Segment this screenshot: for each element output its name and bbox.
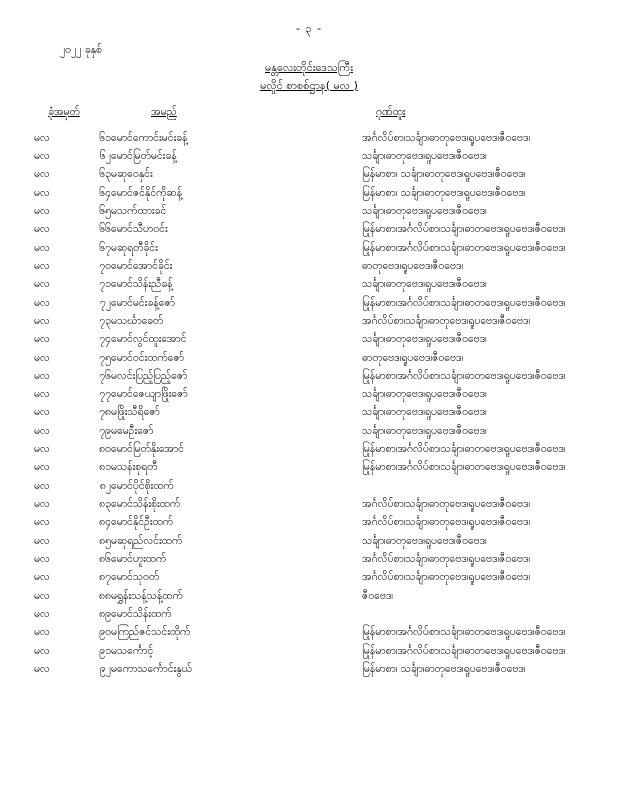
row-index: ၇၄ (99, 333, 111, 346)
table-row (34, 184, 584, 202)
heading-block (34, 60, 584, 95)
row-code: မလ (34, 534, 50, 547)
table-row (34, 495, 584, 513)
row-remark: မြန်မာစာ၊အင်္ဂလိပ်စာ၊သင်္ချာ၊ဓာတုဗေဒ၊ရူပဗေဒ၊ဇီဝဗေဒ၊ (362, 626, 566, 639)
row-code: မလ (34, 607, 50, 620)
row-code: မလ (34, 369, 50, 382)
row-index: ၉၁ (99, 644, 111, 657)
row-code: မလ (34, 479, 50, 492)
row-index: ၇၇ (99, 388, 111, 401)
results-table (34, 105, 584, 678)
table-header (34, 105, 584, 129)
row-remark: အင်္ဂလိပ်စာ၊သင်္ချာ၊ဓာတုဗေဒ၊ရူပဗေဒ၊ဇီဝဗေဒ၊ (362, 552, 531, 565)
row-remark: မြန်မာစာ၊အင်္ဂလိပ်စာ၊သင်္ချာ၊ဓာတုဗေဒ၊ရူပဗေဒ၊ဇီဝဗေဒ၊ (362, 241, 566, 254)
row-remark: မြန်မာစာ၊ သင်္ချာ၊ဓာတုဗေဒ၊ရူပဗေဒ၊ဇီဝဗေဒ၊ (362, 168, 526, 181)
table-row (34, 514, 584, 532)
row-remark (362, 477, 584, 495)
row-name: မသင်္ဃာခေတ် (111, 314, 164, 327)
row-index: ၆၂ (99, 150, 111, 163)
row-index: ၈၁ (99, 461, 111, 474)
row-name: မောင်ဇေယျာဖြိုးဇော် (111, 388, 188, 401)
table-row (34, 367, 584, 385)
row-code: မလ (34, 498, 50, 511)
table-row (34, 459, 584, 477)
row-remark: မြန်မာစာ၊အင်္ဂလိပ်စာ၊သင်္ချာ၊ဓာတုဗေဒ၊ရူပဗေဒ၊ဇီဝဗေဒ၊ (362, 443, 566, 456)
row-index: ၇၃ (99, 314, 111, 327)
row-code: မလ (34, 662, 50, 675)
row-remark: ဓာတုဗေဒ၊ရူပဗေဒ၊ဇီဝဗေဒ၊ (362, 351, 464, 364)
row-code: မလ (34, 388, 50, 401)
row-index: ၈၄ (99, 516, 111, 529)
row-code: မလ (34, 241, 50, 254)
row-index: ၇၁ (99, 278, 111, 291)
row-index: ၈၆ (99, 552, 111, 565)
row-index: ၈၂ (99, 479, 111, 492)
row-remark: ဇီဝဗေဒ၊ (362, 589, 393, 602)
row-code: မလ (34, 424, 50, 437)
row-index: ၇၀ (99, 259, 111, 272)
table-row (34, 386, 584, 404)
row-name: မောင်ပိုင်စိုးထက် (111, 479, 174, 492)
row-name: မောင်မြတ်နိုးအောင် (111, 443, 184, 456)
table-row (34, 569, 584, 587)
row-name: မသက်ထားခင် (111, 205, 167, 218)
row-remark: သင်္ချာ၊ဓာတုဗေဒ၊ရူပဗေဒ၊ဇီဝဗေဒ၊ (362, 278, 487, 291)
table-body (34, 129, 584, 678)
row-code: မလ (34, 314, 50, 327)
region-heading: မန္တလေးတိုင်းဒေသကြီး (265, 61, 353, 74)
row-code: မလ (34, 333, 50, 346)
table-row (34, 129, 584, 147)
table-row (34, 312, 584, 330)
row-index: ၈၈ (99, 589, 111, 602)
row-remark: သင်္ချာ၊ဓာတုဗေဒ၊ရူပဗေဒ၊ဇီဝဗေဒ၊ (362, 333, 487, 346)
column-header-remark: ဂုဏ်ထူး (376, 106, 406, 119)
row-name: မောင်သိန်းညီခန့် (111, 278, 173, 291)
top-line (34, 44, 584, 62)
row-name: မလင်းပြည့်ပြည့်ဇော် (111, 369, 188, 382)
row-remark: သင်္ချာ၊ဓာတုဗေဒ၊ရူပဗေဒ၊ဇီဝဗေဒ၊ (362, 388, 487, 401)
row-code: မလ (34, 223, 50, 236)
row-remark: သင်္ချာ၊ဓာတုဗေဒ၊ရူပဗေဒ၊ဇီဝဗေဒ၊ (362, 424, 487, 437)
row-index: ၈၀ (99, 443, 111, 456)
row-code: မလ (34, 589, 50, 602)
row-name: မောင်ဝင်းထက်ဇော် (111, 351, 184, 364)
row-name: မကြည်ဇင်သင်းထိုက် (111, 626, 191, 639)
row-code: မလ (34, 552, 50, 565)
table-row (34, 422, 584, 440)
row-index: ၆၅ (99, 205, 111, 218)
row-index: ၆၆ (99, 223, 111, 236)
page-number: - ၃ - (295, 22, 323, 35)
table-row (34, 550, 584, 568)
table-row (34, 166, 584, 184)
table-row (34, 532, 584, 550)
row-code: မလ (34, 644, 50, 657)
row-code: မလ (34, 259, 50, 272)
table-row (34, 624, 584, 642)
row-remark: အင်္ဂလိပ်စာ၊သင်္ချာ၊ဓာတုဗေဒ၊ရူပဗေဒ၊ဇီဝဗေဒ၊ (362, 131, 531, 144)
row-code: မလ (34, 571, 50, 584)
row-remark: မြန်မာစာ၊ သင်္ချာ၊ဓာတုဗေဒ၊ရူပဗေဒ၊ဇီဝဗေဒ၊ (362, 662, 526, 675)
row-code: မလ (34, 186, 50, 199)
row-remark: သင်္ချာ၊ဓာတုဗေဒ၊ရူပဗေဒ၊ဇီဝဗေဒ၊ (362, 205, 487, 218)
row-remark (362, 605, 584, 623)
row-code: မလ (34, 205, 50, 218)
table-row (34, 294, 584, 312)
row-index: ၇၈ (99, 406, 111, 419)
year-label: ၂၀၂၂ ခုနှစ် (60, 44, 102, 56)
row-code: မလ (34, 406, 50, 419)
table-row (34, 587, 584, 605)
row-code: မလ (34, 150, 50, 163)
row-name: မရွှန်းသန့်သန့်ထက် (111, 589, 183, 602)
row-remark: ဓာတုဗေဒ၊ရူပဗေဒ၊ဇီဝဗေဒ၊ (362, 259, 464, 272)
table-row (34, 404, 584, 422)
row-index: ၈၇ (99, 571, 111, 584)
row-code: မလ (34, 351, 50, 364)
table-row (34, 148, 584, 166)
row-name: မောင်မင်းခန့်ဇော် (111, 296, 175, 309)
table-row (34, 605, 584, 623)
row-index: ၇၆ (99, 369, 111, 382)
row-remark: အင်္ဂလိပ်စာ၊သင်္ချာ၊ဓာတုဗေဒ၊ရူပဗေဒ၊ဇီဝဗေဒ၊ (362, 571, 531, 584)
table-row (34, 257, 584, 275)
table-row (34, 239, 584, 257)
row-name: မမေဦးဇော် (111, 424, 154, 437)
row-name: မဆုရည်လင်းထက် (111, 534, 183, 547)
row-index: ၇၅ (99, 351, 111, 364)
row-name: မောင်ဟူးထက် (111, 552, 167, 565)
row-remark: မြန်မာစာ၊အင်္ဂလိပ်စာ၊သင်္ချာ၊ဓာတုဗေဒ၊ရူပဗေဒ၊ဇီဝဗေဒ၊ (362, 644, 566, 657)
table-row (34, 642, 584, 660)
table-row (34, 349, 584, 367)
row-code: မလ (34, 461, 50, 474)
row-index: ၆၁ (99, 131, 111, 144)
row-name: မဖြိုးသီရိဇော် (111, 406, 160, 419)
row-index: ၆၇ (99, 241, 111, 254)
row-name: မောင်သိန်းစိုးထက် (111, 498, 181, 511)
row-remark: မြန်မာစာ၊အင်္ဂလိပ်စာ၊သင်္ချာ၊ဓာတုဗေဒ၊ရူပဗေဒ၊ဇီဝဗေဒ၊ (362, 461, 566, 474)
row-name: မောင်နိုင်ဦးထက် (111, 516, 174, 529)
row-index: ၆၃ (99, 168, 111, 181)
row-code: မလ (34, 443, 50, 456)
row-remark: မြန်မာစာ၊အင်္ဂလိပ်စာ၊သင်္ချာ၊ဓာတုဗေဒ၊ရူပဗေဒ၊ဇီဝဗေဒ၊ (362, 369, 566, 382)
row-name: မောင်သီဟဝင်း (111, 223, 168, 236)
row-code: မလ (34, 168, 50, 181)
row-remark: သင်္ချာ၊ဓာတုဗေဒ၊ရူပဗေဒ၊ဇီဝဗေဒ၊ (362, 150, 487, 163)
column-header-number: ခုံအမှတ် (48, 106, 80, 119)
table-row (34, 221, 584, 239)
row-remark: မြန်မာစာ၊အင်္ဂလိပ်စာ၊သင်္ချာ၊ဓာတုဗေဒ၊ရူပဗေဒ၊ဇီဝဗေဒ၊ (362, 223, 566, 236)
row-remark: အင်္ဂလိပ်စာ၊သင်္ချာ၊ဓာတုဗေဒ၊ရူပဗေဒ၊ဇီဝဗေဒ၊ (362, 314, 531, 327)
row-name: မသင်္ကောင့် (111, 644, 154, 657)
row-name: မဆုရတီခိုင်း (111, 241, 158, 254)
row-index: ၈၃ (99, 498, 111, 511)
row-index: ၇၉ (99, 424, 111, 437)
row-index: ၈၉ (99, 607, 111, 620)
row-remark: သင်္ချာ၊ဓာတုဗေဒ၊ရူပဗေဒ၊ဇီဝဗေဒ၊ (362, 534, 487, 547)
column-header-name: အမည် (151, 106, 177, 119)
table-row (34, 276, 584, 294)
row-name: မောင်သုဝတ် (111, 571, 160, 584)
center-heading: မလှိုင် စာစစ်ဌာန( မလ ) (260, 78, 358, 92)
table-row (34, 477, 584, 495)
row-remark: မြန်မာစာ၊အင်္ဂလိပ်စာ၊သင်္ချာ၊ဓာတုဗေဒ၊ရူပဗေဒ၊ဇီဝဗေဒ၊ (362, 296, 566, 309)
row-code: မလ (34, 278, 50, 291)
table-row (34, 202, 584, 220)
table-row (34, 660, 584, 678)
table-header-row (34, 105, 584, 129)
row-name: မောင်သိန်းထက် (111, 607, 172, 620)
table-row (34, 331, 584, 349)
row-name: မဆုဝေနှင်း (111, 168, 153, 181)
row-name: မောင်ဇင်နိုင်ကိုဆန့် (111, 186, 183, 199)
row-remark: သင်္ချာ၊ဓာတုဗေဒ၊ရူပဗေဒ၊ဇီဝဗေဒ၊ (362, 406, 487, 419)
row-code: မလ (34, 131, 50, 144)
row-code: မလ (34, 516, 50, 529)
row-name: မောင်ကောင်းမင်းခန့် (111, 131, 188, 144)
row-name: မောင်လွင်ထူးအောင် (111, 333, 187, 346)
row-name: မောင်အောင်ခိုင်း (111, 259, 173, 272)
row-name: မသန်းစုရတီ (111, 461, 158, 474)
row-code: မလ (34, 296, 50, 309)
row-code: မလ (34, 626, 50, 639)
row-index: ၇၂ (99, 296, 111, 309)
row-remark: အင်္ဂလိပ်စာ၊သင်္ချာ၊ဓာတုဗေဒ၊ရူပဗေဒ၊ဇီဝဗေဒ၊ (362, 498, 531, 511)
row-index: ၉၂ (99, 662, 111, 675)
row-remark: အင်္ဂလိပ်စာ၊သင်္ချာ၊ဓာတုဗေဒ၊ရူပဗေဒ၊ဇီဝဗေဒ၊ (362, 516, 531, 529)
row-index: ၈၅ (99, 534, 111, 547)
row-name: မကောသင်္ကောင်းနွယ် (111, 662, 192, 675)
row-index: ၉၀ (99, 626, 111, 639)
row-index: ၆၄ (99, 186, 111, 199)
table-row (34, 441, 584, 459)
row-remark: မြန်မာစာ၊ သင်္ချာ၊ဓာတုဗေဒ၊ရူပဗေဒ၊ဇီဝဗေဒ၊ (362, 186, 526, 199)
row-name: မောင်မြတ်မင်းခန့် (111, 150, 177, 163)
